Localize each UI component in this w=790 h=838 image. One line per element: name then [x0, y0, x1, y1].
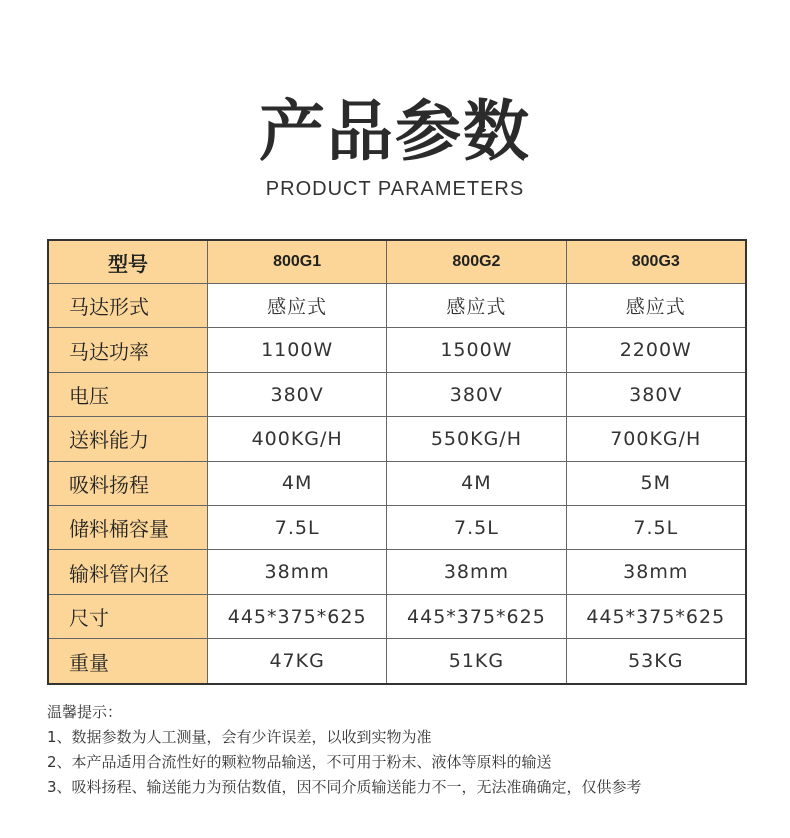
notes-heading: 温馨提示：	[47, 703, 123, 721]
table-cell: 7.5L	[387, 506, 566, 550]
table-cell: 感应式	[387, 284, 566, 328]
table-cell: 47KG	[208, 639, 387, 684]
table-row	[48, 594, 746, 638]
row-label: 储料桶容量	[48, 506, 208, 550]
note-item: 3、吸料扬程、输送能力为预估数值，因不同介质输送能力不一，无法准确确定，仅供参考	[47, 778, 642, 796]
table-cell: 51KG	[387, 639, 566, 684]
row-label: 输料管内径	[48, 550, 208, 594]
table-cell: 700KG/H	[566, 417, 746, 461]
table-cell: 445*375*625	[208, 594, 387, 638]
table-cell: 感应式	[566, 284, 746, 328]
table-cell: 400KG/H	[208, 417, 387, 461]
row-label: 马达形式	[48, 284, 208, 328]
table-cell: 53KG	[566, 639, 746, 684]
table-row	[48, 328, 746, 372]
row-label: 重量	[48, 639, 208, 684]
table-cell: 38mm	[566, 550, 746, 594]
table-cell: 445*375*625	[387, 594, 566, 638]
table-cell: 1100W	[208, 328, 387, 372]
table-cell: 550KG/H	[387, 417, 566, 461]
table-row	[48, 284, 746, 328]
row-label: 吸料扬程	[48, 461, 208, 505]
table-row	[48, 506, 746, 550]
table-row	[48, 550, 746, 594]
table-cell: 380V	[566, 372, 746, 416]
table-cell: 5M	[566, 461, 746, 505]
note-item: 2、本产品适用合流性好的颗粒物品输送，不可用于粉末、液体等原料的输送	[47, 753, 552, 771]
row-label: 尺寸	[48, 594, 208, 638]
row-label: 马达功率	[48, 328, 208, 372]
column-header-800g3: 800G3	[566, 240, 746, 284]
table-cell: 445*375*625	[566, 594, 746, 638]
table-cell: 4M	[208, 461, 387, 505]
note-item: 1、数据参数为人工测量，会有少许误差，以收到实物为准	[47, 728, 432, 746]
page-subtitle: PRODUCT PARAMETERS	[265, 178, 525, 200]
table-row	[48, 417, 746, 461]
column-header-model: 型号	[48, 240, 208, 284]
table-cell: 4M	[387, 461, 566, 505]
table-cell: 380V	[387, 372, 566, 416]
table-cell: 380V	[208, 372, 387, 416]
row-label: 送料能力	[48, 417, 208, 461]
parameters-table	[47, 239, 747, 685]
table-row	[48, 461, 746, 505]
table-header-row	[48, 240, 746, 284]
table-cell: 1500W	[387, 328, 566, 372]
table-cell: 38mm	[208, 550, 387, 594]
table-cell: 38mm	[387, 550, 566, 594]
table-cell: 2200W	[566, 328, 746, 372]
table-cell: 7.5L	[208, 506, 387, 550]
table-row	[48, 639, 746, 684]
table-cell: 7.5L	[566, 506, 746, 550]
column-header-800g1: 800G1	[208, 240, 387, 284]
page-title: 产品参数	[259, 93, 531, 170]
notes-section	[47, 700, 767, 800]
table-row	[48, 372, 746, 416]
column-header-800g2: 800G2	[387, 240, 566, 284]
table-cell: 感应式	[208, 284, 387, 328]
row-label: 电压	[48, 372, 208, 416]
